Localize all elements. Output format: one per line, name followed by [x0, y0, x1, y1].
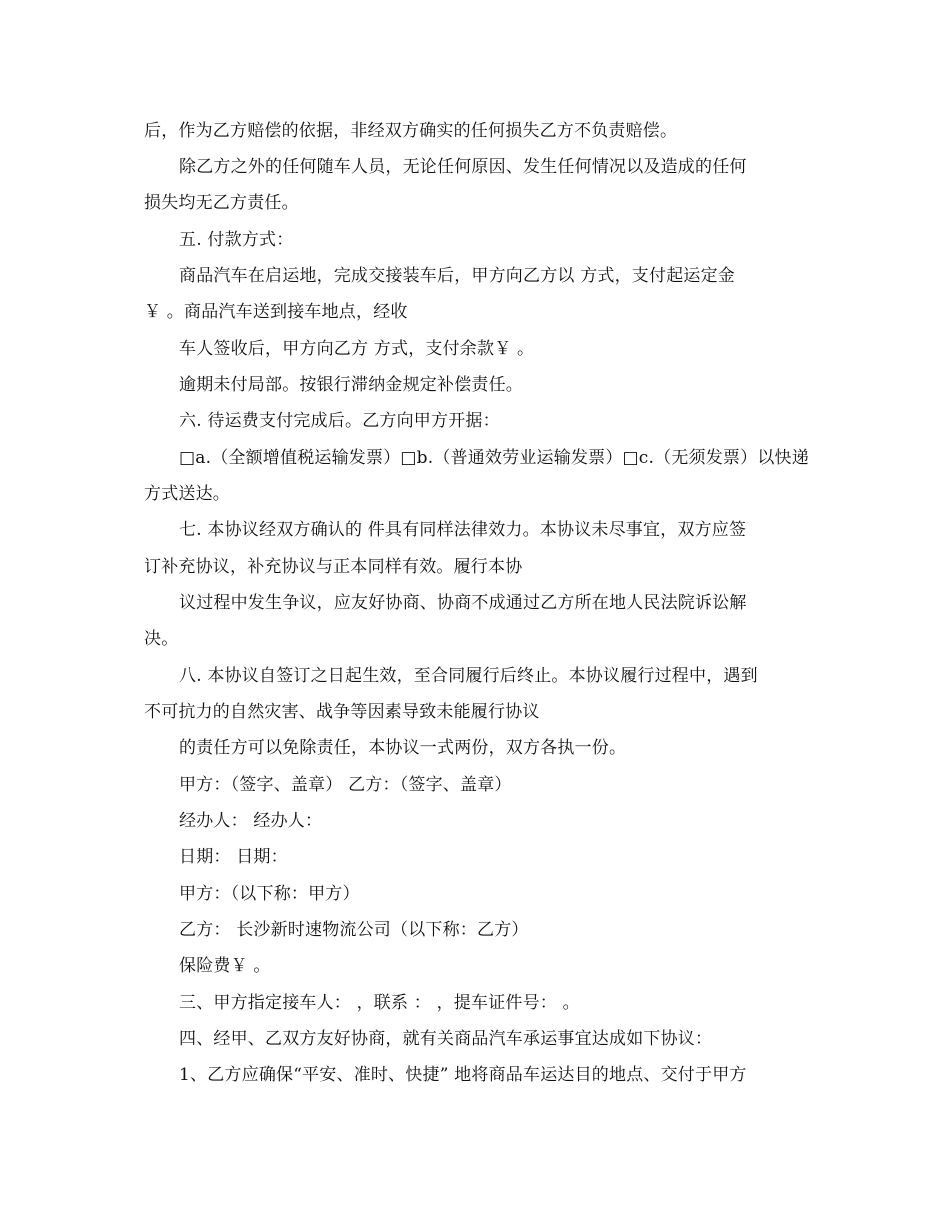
signature-line: 甲方：（签字、盖章） 乙方：（签字、盖章） — [179, 775, 512, 795]
section-heading: 五. 付款方式： — [179, 230, 294, 250]
paragraph-line: 三、甲方指定接车人： ，联系 ： ，提车证件号： 。 — [179, 993, 580, 1013]
insurance-line: 保险费￥ 。 — [179, 956, 271, 976]
paragraph-line: ￥ 。商品汽车送到接车地点，经收 — [144, 302, 408, 322]
party-b-line: 乙方： 长沙新时速物流公司（以下称：乙方） — [179, 920, 529, 940]
paragraph-line: 四、经甲、乙双方友好协商，就有关商品汽车承运事宜达成如下协议： — [179, 1029, 713, 1049]
paragraph-line: 议过程中发生争议，应友好协商、协商不成通过乙方所在地人民法院诉讼解 — [179, 593, 747, 613]
date-line: 日期： 日期： — [179, 847, 288, 867]
checkbox-options-line: □a.（全额增值税运输发票）□b.（普通效劳业运输发票）□c.（无须发票）以快递 — [179, 448, 809, 468]
paragraph-line: 车人签收后，甲方向乙方 方式，支付余款￥ 。 — [179, 339, 535, 359]
handler-line: 经办人： 经办人： — [179, 811, 323, 831]
paragraph-line: 八. 本协议自签订之日起生效，至合同履行后终止。本协议履行过程中，遇到 — [179, 666, 758, 686]
paragraph-line: 的责任方可以免除责任，本协议一式两份，双方各执一份。 — [179, 738, 627, 758]
paragraph-line: 方式送达。 — [144, 484, 230, 504]
paragraph-line: 决。 — [144, 629, 179, 649]
party-a-line: 甲方：（以下称：甲方） — [179, 884, 360, 904]
paragraph-line: 七. 本协议经双方确认的 件具有同样法律效力。本协议未尽事宜，双方应签 — [179, 520, 747, 540]
paragraph-line: 逾期未付局部。按银行滞纳金规定补偿责任。 — [179, 375, 523, 395]
paragraph-line: 订补充协议，补充协议与正本同样有效。履行本协 — [144, 557, 523, 577]
paragraph-line: 不可抗力的自然灾害、战争等因素导致未能履行协议 — [144, 702, 540, 722]
paragraph-line: 后，作为乙方赔偿的依据，非经双方确实的任何损失乙方不负责赔偿。 — [144, 121, 678, 141]
paragraph-line: 商品汽车在启运地，完成交接装车后，甲方向乙方以 方式，支付起运定金 — [179, 266, 736, 286]
paragraph-line: 损失均无乙方责任。 — [144, 193, 299, 213]
paragraph-line: 1、乙方应确保“平安、准时、快捷” 地将商品车运达目的地点、交付于甲方 — [179, 1065, 747, 1085]
section-heading: 六. 待运费支付完成后。乙方向甲方开据： — [179, 411, 500, 431]
paragraph-line: 除乙方之外的任何随车人员，无论任何原因、发生任何情况以及造成的任何 — [179, 157, 747, 177]
